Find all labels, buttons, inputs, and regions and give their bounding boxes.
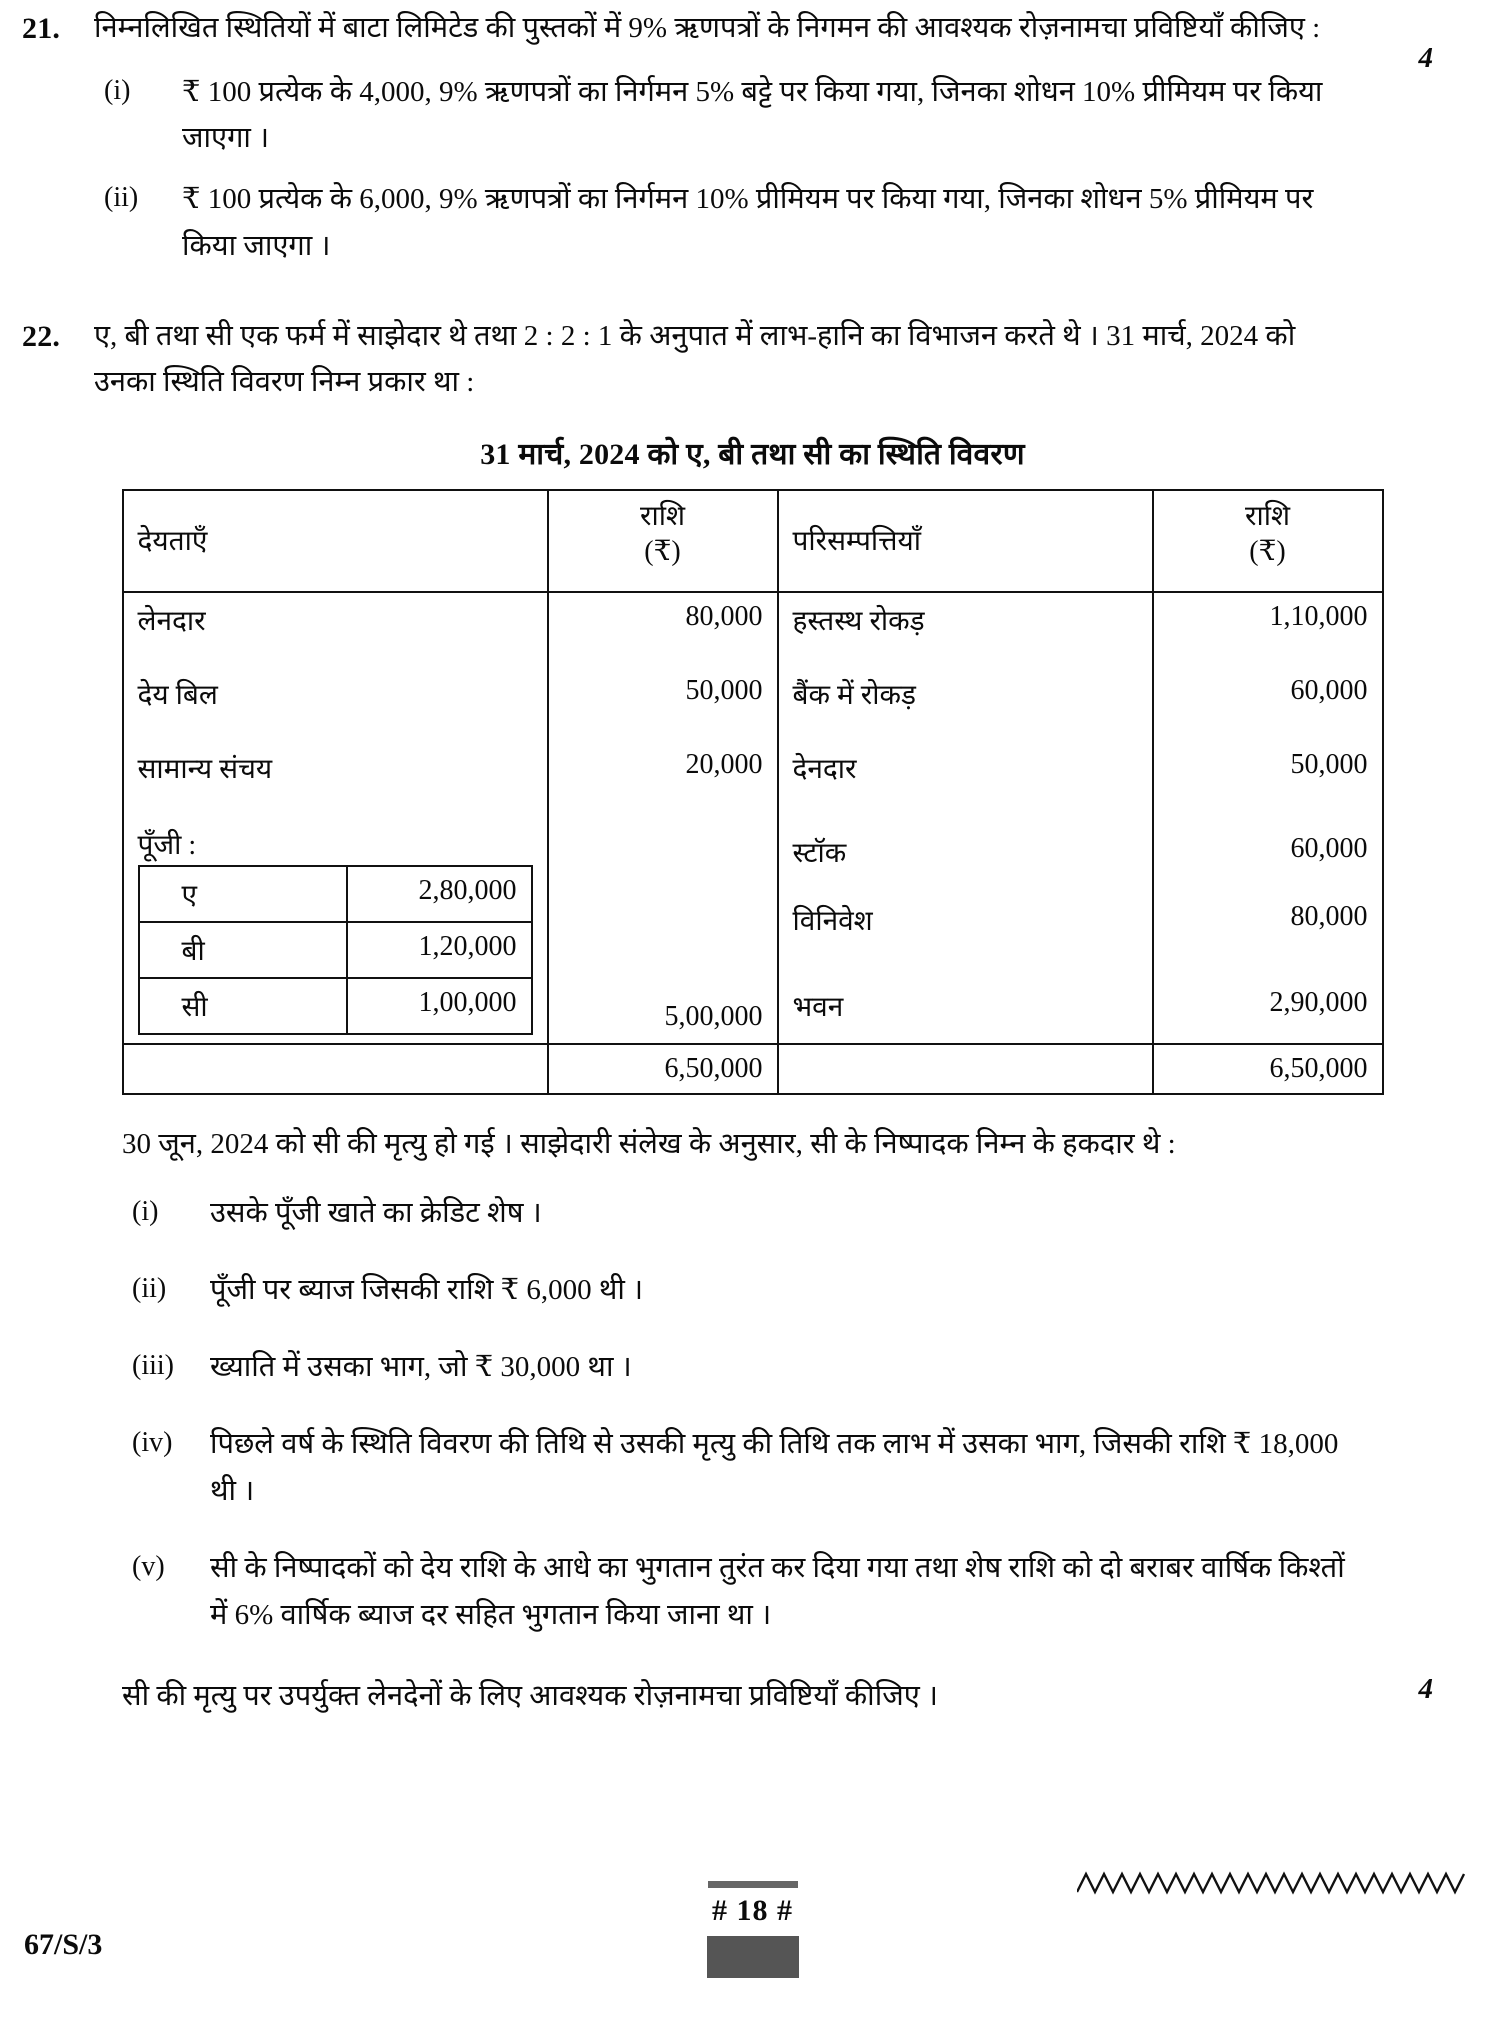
asset-name: देनदार	[778, 741, 1153, 815]
header-amount-left	[548, 490, 778, 592]
question-21-row	[22, 6, 1352, 53]
footer-bar-bottom	[707, 1936, 799, 1978]
question-21-items	[94, 69, 1352, 271]
header-amount-right	[1153, 490, 1383, 592]
asset-name: विनिवेश	[792, 906, 873, 937]
question-22-row	[22, 314, 1352, 406]
capital-row	[139, 978, 532, 1034]
asset-amount: 60,000	[1153, 667, 1383, 741]
asset-amount: 2,90,000	[1269, 987, 1368, 1018]
capital-label: पूँजी :	[137, 830, 197, 861]
sub-item-text: पिछले वर्ष के स्थिति विवरण की तिथि से उसकी मृत्यु की तिथि तक लाभ में उसका भाग, जिसकी राशि ₹ 18,000 थी ।	[210, 1427, 1339, 1507]
sub-item-text: उसके पूँजी खाते का क्रेडिट शेष ।	[210, 1196, 542, 1229]
liability-amount: 20,000	[548, 741, 778, 815]
table-row-capital	[123, 815, 1383, 1044]
header-amount-right-line2: (₹)	[1249, 536, 1286, 567]
page-number-group	[707, 1881, 799, 1978]
total-label-left	[123, 1044, 548, 1094]
question-22-closing-row	[0, 1673, 1505, 1720]
question-21-marks: 4	[1418, 42, 1433, 74]
sub-item-text: पूँजी पर ब्याज जिसकी राशि ₹ 6,000 थी ।	[210, 1273, 644, 1306]
capital-row	[139, 866, 532, 922]
table-row	[123, 741, 1383, 815]
header-amount-left-line1: राशि	[640, 501, 685, 532]
asset-amount: 80,000	[1290, 901, 1368, 932]
asset-name: भवन	[792, 992, 844, 1023]
total-assets: 6,50,000	[1153, 1044, 1383, 1094]
asset-amount: 60,000	[1290, 833, 1368, 864]
sub-item	[94, 69, 1352, 163]
header-amount-right-line1: राशि	[1245, 501, 1290, 532]
capital-partner-name: ए	[139, 866, 347, 922]
capital-partner-name: बी	[139, 922, 347, 978]
sub-item	[122, 1421, 1362, 1515]
question-22-block	[0, 314, 1505, 1719]
question-21-number: 21.	[22, 12, 61, 45]
balance-sheet-head	[123, 490, 1383, 592]
sub-item-label: (ii)	[104, 182, 139, 214]
capital-partner-name: सी	[139, 978, 347, 1034]
sub-item-label: (iv)	[132, 1426, 173, 1458]
capital-partner-amount: 2,80,000	[347, 866, 532, 922]
header-liabilities: देयताएँ	[123, 490, 548, 592]
sub-item-label: (ii)	[132, 1272, 167, 1304]
question-22-number: 22.	[22, 320, 61, 354]
question-22-after-table-intro: 30 जून, 2024 को सी की मृत्यु हो गई । साझेदारी संलेख के अनुसार, सी के निष्पादक निम्न के हकदार थे :	[122, 1128, 1176, 1160]
zigzag-decoration-icon	[1077, 1870, 1467, 1896]
capital-partner-amount: 1,20,000	[347, 922, 532, 978]
question-21-stem: निम्नलिखित स्थितियों में बाटा लिमिटेड की पुस्तकों में 9% ऋणपत्रों के निगमन की आवश्यक रोज़नामचा प्रविष्टियाँ कीजिए :	[94, 12, 1321, 44]
page-number: # 18 #	[712, 1894, 793, 1927]
header-assets: परिसम्पत्तियाँ	[778, 490, 1153, 592]
capital-block	[123, 815, 548, 1044]
balance-sheet-body	[123, 592, 1383, 1094]
question-21-block	[0, 0, 1505, 270]
sub-item-text: ख्याति में उसका भाग, जो ₹ 30,000 था ।	[210, 1350, 632, 1383]
liability-amount: 50,000	[548, 667, 778, 741]
header-amount-left-line2: (₹)	[644, 536, 681, 567]
asset-name: बैंक में रोकड़	[778, 667, 1153, 741]
balance-sheet-title: 31 मार्च, 2024 को ए, बी तथा सी का स्थिति विवरण	[480, 438, 1025, 471]
sub-item-text: ₹ 100 प्रत्येक के 4,000, 9% ऋणपत्रों का निर्गमन 5% बट्टे पर किया गया, जिनका शोधन 10% प्रीमियम पर किया जाएगा ।	[182, 75, 1323, 155]
table-row	[123, 592, 1383, 667]
assets-remaining-amounts	[1153, 815, 1383, 1044]
total-label-right	[778, 1044, 1153, 1094]
asset-amount: 50,000	[1153, 741, 1383, 815]
balance-sheet-table	[122, 489, 1384, 1095]
assets-remaining-cell	[778, 815, 1153, 1044]
sub-item-label: (i)	[104, 74, 131, 106]
table-header-row	[123, 490, 1383, 592]
capital-row	[139, 922, 532, 978]
paper-code: 67/S/3	[24, 1928, 103, 1961]
sub-item-label: (i)	[132, 1195, 159, 1227]
liability-name: लेनदार	[123, 592, 548, 667]
table-row	[123, 667, 1383, 741]
liability-amount: 80,000	[548, 592, 778, 667]
capital-partner-amount: 1,00,000	[347, 978, 532, 1034]
question-22-marks: 4	[1418, 1672, 1433, 1705]
total-liabilities: 6,50,000	[548, 1044, 778, 1094]
sub-item	[122, 1267, 1362, 1314]
liability-name: सामान्य संचय	[123, 741, 548, 815]
asset-amount: 1,10,000	[1153, 592, 1383, 667]
sub-item-label: (iii)	[132, 1349, 174, 1381]
capital-total-amount: 5,00,000	[548, 815, 778, 1044]
sub-item	[94, 176, 1352, 270]
sub-item-text: सी के निष्पादकों को देय राशि के आधे का भुगतान तुरंत कर दिया गया तथा शेष राशि को दो बराबर वार्षिक किश्तों में 6% वार्षिक ब्याज दर सहित भुगतान किया जाना था ।	[210, 1551, 1345, 1631]
liability-name: देय बिल	[123, 667, 548, 741]
question-22-items	[122, 1190, 1362, 1639]
sub-item-text: ₹ 100 प्रत्येक के 6,000, 9% ऋणपत्रों का निर्गमन 10% प्रीमियम पर किया गया, जिनका शोधन 5% प्रीमियम पर किया जाएगा ।	[182, 183, 1314, 263]
page-footer	[0, 1872, 1505, 1992]
question-22-closing: सी की मृत्यु पर उपर्युक्त लेनदेनों के लिए आवश्यक रोज़नामचा प्रविष्टियाँ कीजिए ।	[122, 1679, 939, 1712]
question-22-stem: ए, बी तथा सी एक फर्म में साझेदार थे तथा 2 : 2 : 1 के अनुपात में लाभ-हानि का विभाजन करते थे । 31 मार्च, 2024 को उनका स्थिति विवरण निम्न प्रकार था :	[94, 320, 1296, 399]
sub-item	[122, 1545, 1362, 1639]
footer-bar-top	[708, 1881, 798, 1888]
sub-item	[122, 1190, 1362, 1237]
table-total-row	[123, 1044, 1383, 1094]
sub-item	[122, 1344, 1362, 1391]
sub-item-label: (v)	[132, 1550, 165, 1582]
asset-name: हस्तस्थ रोकड़	[778, 592, 1153, 667]
asset-name: स्टॉक	[792, 838, 847, 869]
capital-partner-table	[138, 865, 533, 1035]
